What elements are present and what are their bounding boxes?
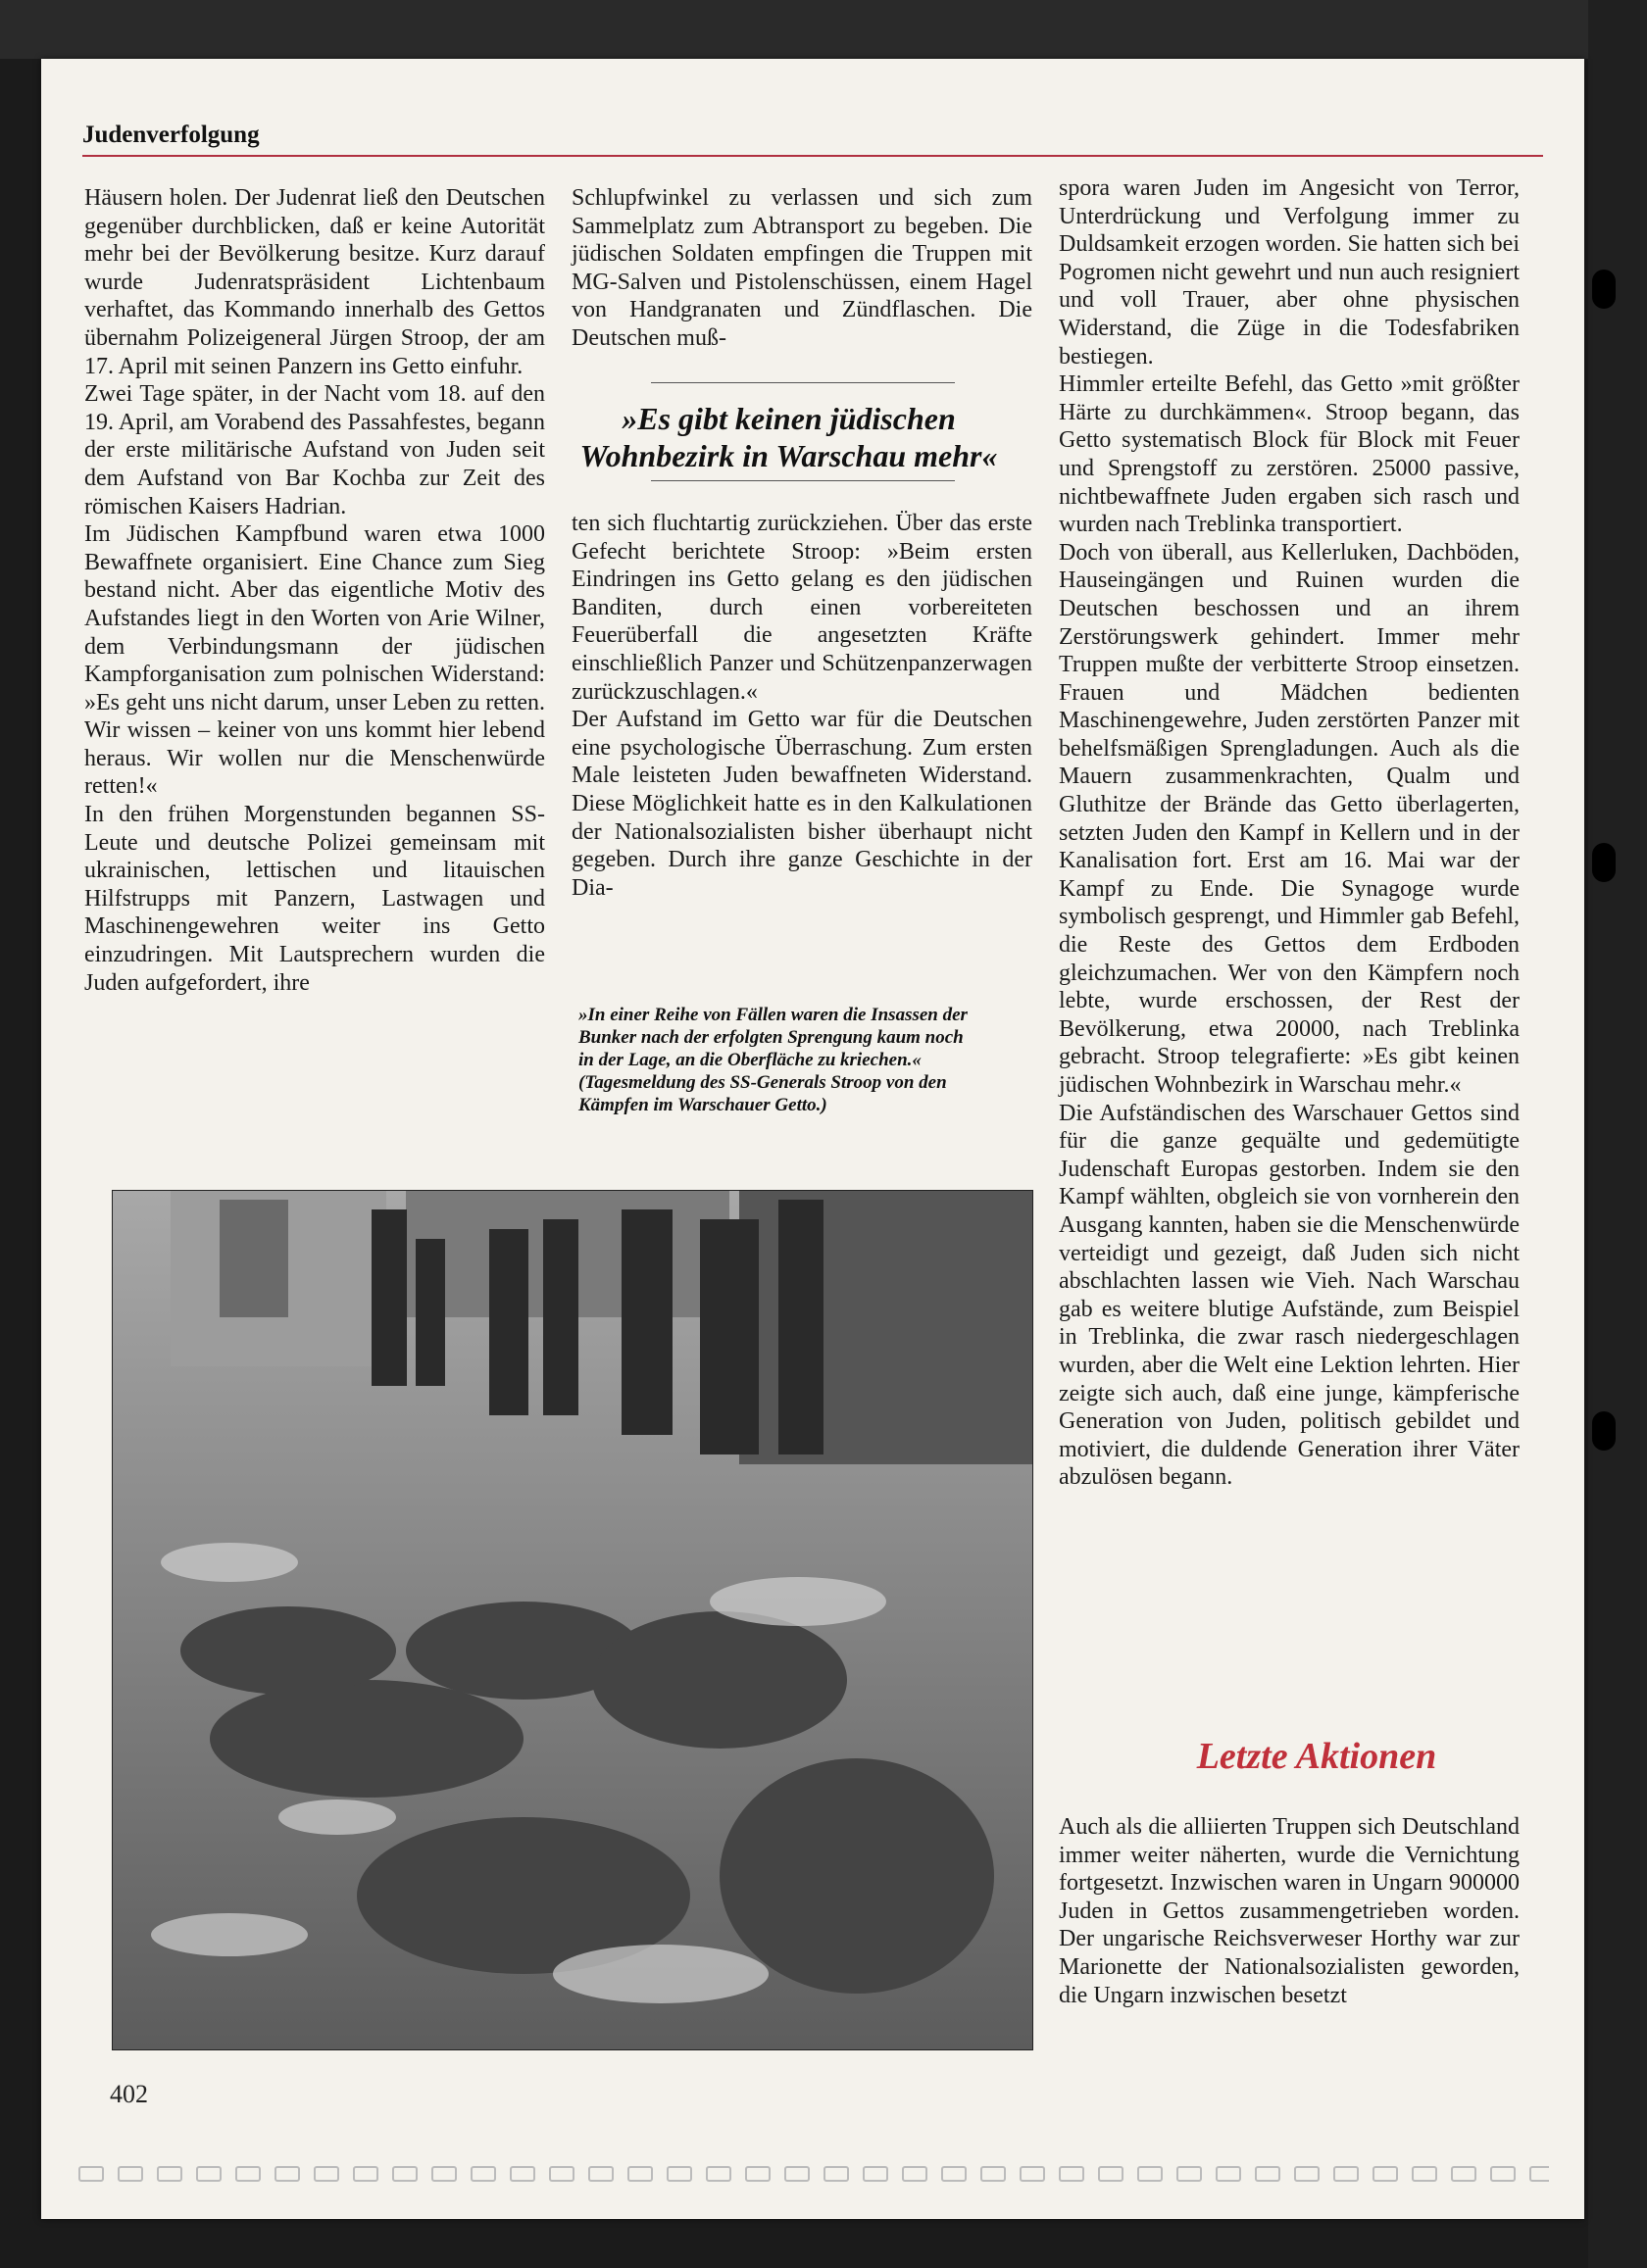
sleeve-top [0,0,1647,59]
paragraph: Der Aufstand im Getto war für die Deutschen eine psychologische Überraschung. Zum ersten Male leisteten Juden bewaffneten Widerstand. Diese Möglichkeit hatte es in den Kalkulationen der Nationalsozialisten bisher überhaupt nicht gegeben. Durch ihre ganze Geschichte in der Dia- [572,707,1032,901]
photo-illustration [112,1190,1033,2050]
sleeve-right [1588,0,1647,2268]
paragraph: In den frühen Morgenstunden begannen SS-Leute und deutsche Polizei gemeinsam mit ukrainischen, lettischen und litauischen Hilfstrupps mit Panzern, Lastwagen und Maschinengewehren weiter ins Getto einzudringen. Mit Lautsprechern wurden die Juden aufgefordert, ihre [84,802,545,996]
paragraph: Doch von überall, aus Kellerluken, Dachböden, Hauseingängen und Ruinen wurden die Deutschen beschossen und an ihrem Zerstörungswerk gehindert. Immer mehr Truppen mußte der verbitterte Stroop einsetzen. Frauen und Mädchen bedienten Maschinengewehre, Juden zerstörten Panzer mit behelfsmäßigen Sprengladungen. Auch als die Mauern zusammenkrachten, Qualm und Gluthitze der Brände das Getto überlagerten, setzten Juden den Kampf in Kellern und in der Kanalisation fort. Erst am 16. Mai war der Kampf zu Ende. Die Synagoge wurde symbolisch gesprengt, und Himmler gab Befehl, die Reste des Gettos dem Erdboden gleichzumachen. Wer von den Kämpfern noch lebte, wurde erschossen, der Rest der Bevölkerung, etwa 20000, nach Treblinka gebracht. Stroop telegrafierte: »Es gibt keinen jüdischen Wohnbezirk in Warschau mehr.« [1059,539,1520,1098]
punch-hole [1592,843,1616,882]
paragraph: Auch als die alliierten Truppen sich Deutschland immer weiter näherten, wurde die Vernichtung fortgesetzt. Inzwischen waren in Ungarn 900000 Juden in Gettos zusammengetrieben worden. Der ungarische Reichsverweser Horthy war zur Marionette der Nationalsozialisten geworden, die Ungarn inzwischen besetzt [1059,1814,1520,2008]
paragraph: Himmler erteilte Befehl, das Getto »mit größter Härte zu durchkämmen«. Stroop begann, das Getto systematisch Block für Block mit Feuer und Sprengstoff zu zerstören. 25000 passive, nichtbewaffnete Juden ergaben sich rasch und wurden nach Treblinka transportiert. [1059,371,1520,538]
sleeve-perforation [78,2163,1549,2185]
header-title: Judenverfolgung [82,122,260,148]
running-header [82,122,1543,157]
paragraph: spora waren Juden im Angesicht von Terror, Unterdrückung und Verfolgung immer zu Duldsamkeit erzogen worden. Sie hatten sich bei Pogromen nicht gewehrt und nun auch resigniert und voll Trauer, aber ohne physischen Widerstand, die Züge in die Todesfabriken bestiegen. [1059,175,1520,370]
section-title: Letzte Aktionen [1196,1736,1437,1777]
column-right-bottom [1059,1813,1520,2009]
column-middle-bottom [572,510,1032,902]
pullquote-rule-bottom [651,480,955,481]
column-middle-top [572,184,1032,353]
page-number: 402 [110,2080,148,2108]
paragraph: Häusern holen. Der Judenrat ließ den Deutschen gegenüber durchblicken, daß er keine Autorität mehr bei der Bevölkerung besitze. Kurz darauf wurde Judenratspräsident Lichtenbaum verhaftet, das Kommando innerhalb des Gettos übernahm Polizeigeneral Jürgen Stroop, der am 17. April mit seinen Panzern ins Getto einfuhr. [84,185,545,379]
paragraph: Die Aufständischen des Warschauer Gettos sind für die ganze gequälte und gedemütigte Judenschaft Europas gestorben. Indem sie den Kampf wählten, obgleich sie von vornherein den Ausgang kannten, haben sie die Menschenwürde verteidigt und gezeigt, daß Juden sich nicht abschlachten lassen wie Vieh. Nach Warschau gab es weitere blutige Aufstände, zum Beispiel in Treblinka, die zwar rasch niedergeschlagen wurden, aber die Welt eine Lektion lehrten. Hier zeigte sich auch, daß eine junge, kämpferische Generation von Juden, politisch gebildet und motiviert, die duldende Generation ihrer Väter abzulösen begann. [1059,1100,1520,1491]
pullquote: »Es gibt keinen jüdischen Wohnbezirk in Warschau mehr« [579,401,998,473]
page [41,59,1584,2219]
paragraph: Schlupfwinkel zu verlassen und sich zum Sammelplatz zum Abtransport zu begeben. Die jüdischen Soldaten empfingen die Truppen mit MG-Salven und Pistolenschüssen, einem Hagel von Handgranaten und Zündflaschen. Die Deutschen muß- [572,185,1032,351]
paragraph: Im Jüdischen Kampfbund waren etwa 1000 Bewaffnete organisiert. Eine Chance zum Sieg bestand nicht. Aber das eigentliche Motiv des Aufstandes liegt in den Worten von Arie Wilner, dem Verbindungsmann der jüdischen Kampforganisation zum polnischen Widerstand: »Es geht uns nicht darum, unser Leben zu retten. Wir wissen – keiner von uns kommt hier lebend heraus. Wir wollen nur die Menschenwürde retten!« [84,521,545,800]
punch-hole [1592,1411,1616,1451]
column-right [1059,174,1520,1492]
photo-caption: »In einer Reihe von Fällen waren die Insassen der Bunker nach der erfolgten Sprengung kaum noch in der Lage, an die Oberfläche zu kriechen.« (Tagesmeldung des SS-Generals Stroop von den Kämpfen im Warschauer Getto.) [578,1005,968,1115]
paragraph: ten sich fluchtartig zurückziehen. Über das erste Gefecht berichtete Stroop: »Beim ersten Eindringen ins Getto gelang es den jüdischen Banditen, durch einen vorbereiteten Feuerüberfall die angesetzten Kräfte einschließlich Panzer und Schützenpanzerwagen zurückzuschlagen.« [572,511,1032,705]
column-left [84,184,545,997]
pullquote-rule-top [651,382,955,383]
punch-hole [1592,270,1616,309]
photograph [112,1190,1033,2050]
paragraph: Zwei Tage später, in der Nacht vom 18. auf den 19. April, am Vorabend des Passahfestes, begann der erste militärische Aufstand von Juden seit dem Aufstand von Bar Kochba zur Zeit des römischen Kaisers Hadrian. [84,381,545,519]
